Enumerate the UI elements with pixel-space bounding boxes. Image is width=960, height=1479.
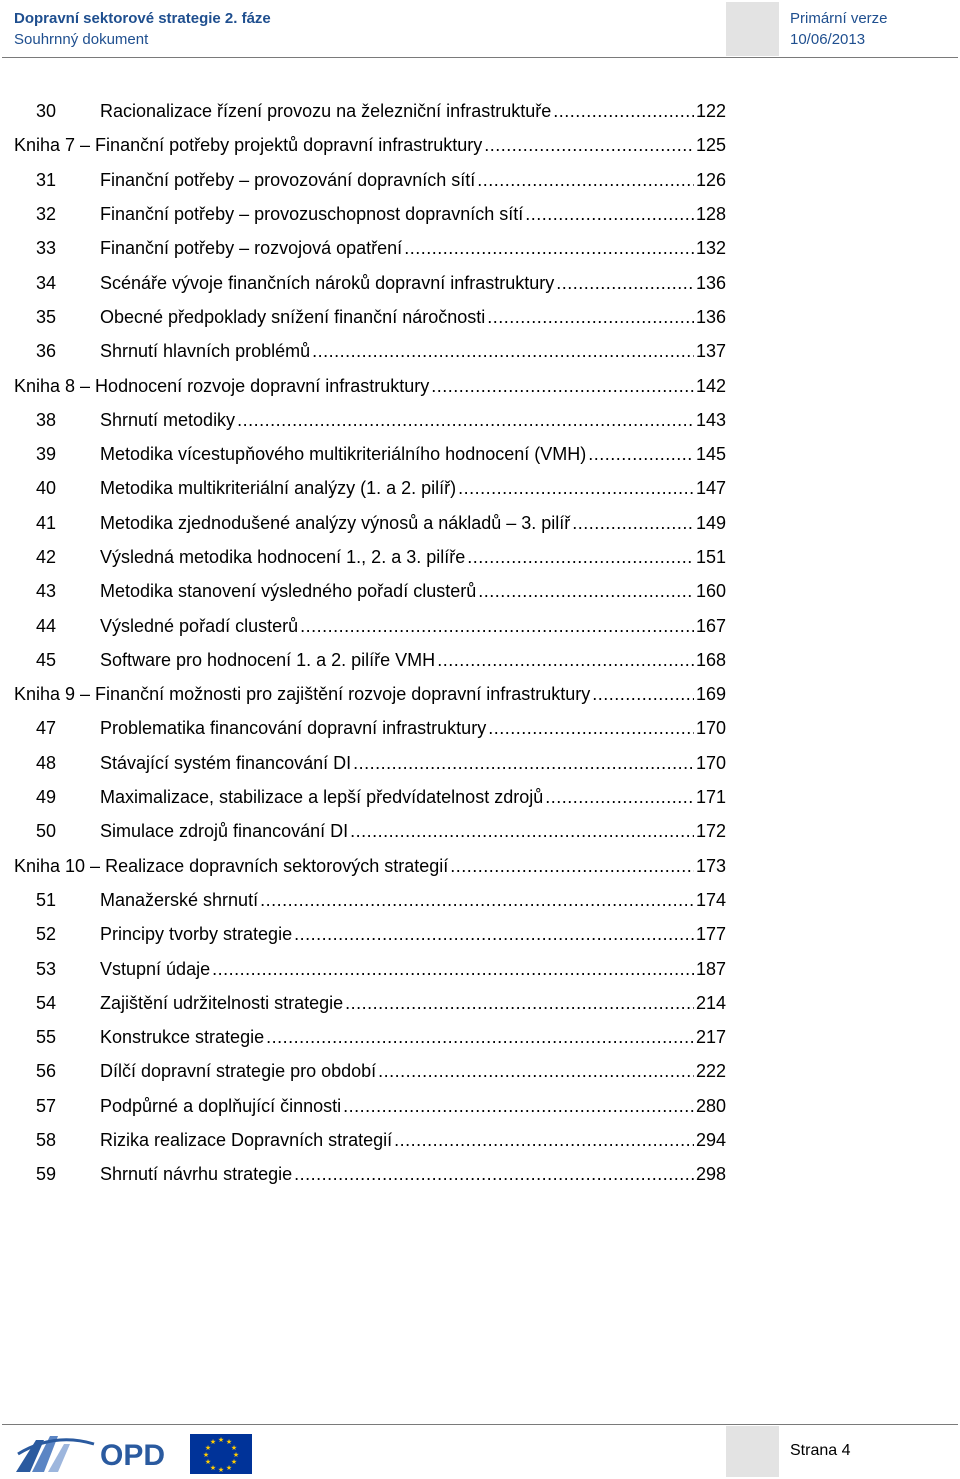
toc-entry-page: 280: [695, 1095, 726, 1116]
toc-entry-page: 151: [695, 547, 726, 567]
toc-entry-page: 171: [695, 787, 726, 808]
svg-text:★: ★: [217, 1466, 225, 1474]
toc-entry-title: Dílčí dopravní strategie pro období: [100, 1061, 377, 1082]
toc-entry-title: Zajištění udržitelnosti strategie: [100, 992, 344, 1013]
toc-dot-leader: [343, 1089, 694, 1123]
toc-entry-number: 51: [36, 889, 57, 910]
svg-text:★: ★: [204, 1444, 212, 1452]
toc-entry-title: Problematika financování dopravní infrastruktury: [100, 718, 487, 739]
toc-dot-leader: [487, 300, 694, 334]
toc-entry[interactable]: [14, 1020, 726, 1054]
toc-entry-title: Výsledné pořadí clusterů: [100, 615, 299, 636]
toc-entry-page: 169: [695, 684, 726, 705]
toc-entry[interactable]: [14, 883, 726, 917]
toc-entry[interactable]: [14, 300, 726, 334]
toc-entry[interactable]: [14, 540, 726, 574]
toc-entry-number: 59: [36, 1164, 57, 1185]
toc-entry-number: 34: [36, 272, 57, 293]
toc-entry-title: Kniha 9 – Finanční možnosti pro zajištění rozvoje dopravní infrastruktury: [14, 684, 591, 705]
toc-entry-number: 39: [36, 444, 57, 465]
toc-entry-number: 35: [36, 306, 57, 327]
toc-dot-leader: [378, 1054, 694, 1088]
toc-entry-page: 170: [695, 752, 726, 773]
toc-entry-number: 54: [36, 992, 57, 1013]
logo-text: OPD: [100, 1439, 166, 1472]
svg-text:★: ★: [217, 1436, 225, 1444]
toc-entry-title: Konstrukce strategie: [100, 1027, 265, 1048]
toc-entry[interactable]: [14, 163, 726, 197]
toc-entry-page: 143: [695, 409, 726, 430]
document-title: Dopravní sektorové strategie 2. fáze: [14, 10, 271, 27]
toc-dot-leader: [525, 197, 694, 231]
toc-entry-title: Metodika stanovení výsledného pořadí clusterů: [100, 581, 477, 602]
toc-entry-number: 32: [36, 204, 57, 225]
document-version: Primární verze: [790, 10, 888, 27]
toc-entry-number: 57: [36, 1095, 57, 1116]
svg-text:★: ★: [225, 1438, 233, 1446]
toc-entry-number: 43: [36, 581, 57, 602]
toc-entry-page: 167: [695, 615, 726, 636]
opd-eu-logo: [14, 1430, 254, 1474]
toc-entry[interactable]: [14, 711, 726, 745]
toc-entry[interactable]: [14, 643, 726, 677]
toc-entry-number: 49: [36, 787, 57, 808]
toc-entry[interactable]: [14, 814, 726, 848]
toc-dot-leader: [404, 231, 694, 265]
toc-entry-title: Obecné předpoklady snížení finanční náročnosti: [100, 306, 486, 327]
toc-dot-leader: [353, 746, 694, 780]
toc-entry[interactable]: [14, 403, 726, 437]
toc-entry-title: Finanční potřeby – rozvojová opatření: [100, 238, 403, 259]
toc-entry-number: 40: [36, 478, 57, 499]
toc-dot-leader: [478, 574, 694, 608]
toc-entry-title: Software pro hodnocení 1. a 2. pilíře VMH: [100, 649, 436, 670]
toc-dot-leader: [294, 917, 694, 951]
toc-entry-page: 168: [695, 649, 726, 670]
toc-entry-title: Metodika zjednodušené analýzy výnosů a nákladů – 3. pilíř: [100, 512, 571, 533]
toc-entry-number: 45: [36, 649, 57, 670]
page-number: Strana 4: [790, 1442, 851, 1459]
toc-book-entry[interactable]: [14, 368, 726, 402]
toc-dot-leader: [458, 471, 694, 505]
toc-entry-page: 160: [695, 581, 726, 602]
toc-entry-number: 48: [36, 752, 57, 773]
toc-entry-page: 174: [695, 889, 726, 910]
toc-entry[interactable]: [14, 986, 726, 1020]
toc-dot-leader: [467, 540, 694, 574]
toc-entry-number: 36: [36, 341, 57, 362]
toc-dot-leader: [484, 128, 694, 162]
toc-entry-title: Metodika multikriteriální analýzy (1. a 2. pilíř): [100, 478, 457, 499]
toc-entry[interactable]: [14, 780, 726, 814]
toc-entry-title: Racionalizace řízení provozu na železniční infrastruktuře: [100, 101, 552, 122]
toc-dot-leader: [212, 952, 694, 986]
header-left: [14, 8, 714, 50]
toc-dot-leader: [588, 437, 694, 471]
toc-entry-page: 177: [695, 924, 726, 945]
toc-entry[interactable]: [14, 334, 726, 368]
toc-entry-title: Shrnutí hlavních problémů: [100, 341, 311, 362]
toc-entry-number: 44: [36, 615, 57, 636]
toc-entry-page: 187: [695, 958, 726, 979]
svg-text:★: ★: [230, 1458, 238, 1466]
toc-dot-leader: [553, 94, 694, 128]
toc-entry-page: 126: [695, 169, 726, 190]
toc-entry-title: Simulace zdrojů financování DI: [100, 821, 349, 842]
header-divider: [2, 57, 958, 58]
toc-entry-title: Shrnutí návrhu strategie: [100, 1164, 293, 1185]
toc-entry-title: Kniha 7 – Finanční potřeby projektů dopravní infrastruktury: [14, 135, 483, 156]
toc-entry-number: 30: [36, 101, 57, 122]
toc-entry-title: Shrnutí metodiky: [100, 409, 236, 430]
toc-dot-leader: [345, 986, 694, 1020]
toc-entry-page: 173: [695, 855, 726, 876]
toc-entry-page: 294: [695, 1130, 726, 1151]
toc-entry[interactable]: [14, 506, 726, 540]
toc-entry-number: 33: [36, 238, 57, 259]
toc-entry[interactable]: [14, 437, 726, 471]
footer-gray-box: [726, 1426, 779, 1477]
toc-entry[interactable]: [14, 197, 726, 231]
svg-text:★: ★: [230, 1444, 238, 1452]
header-gray-box: [726, 2, 779, 56]
toc-entry-title: Finanční potřeby – provozuschopnost dopravních sítí: [100, 204, 524, 225]
toc-book-entry[interactable]: [14, 677, 726, 711]
toc-entry-page: 122: [695, 101, 726, 122]
table-of-contents: [14, 94, 726, 1192]
toc-entry-number: 47: [36, 718, 57, 739]
toc-entry-page: 136: [695, 272, 726, 293]
toc-entry[interactable]: [14, 574, 726, 608]
document-date: 10/06/2013: [790, 31, 866, 48]
toc-dot-leader: [294, 1157, 694, 1191]
toc-entry-page: 214: [695, 992, 726, 1013]
toc-entry-title: Kniha 8 – Hodnocení rozvoje dopravní infrastruktury: [14, 375, 430, 396]
toc-entry-title: Manažerské shrnutí: [100, 889, 259, 910]
toc-entry-page: 298: [695, 1164, 726, 1185]
toc-entry-page: 149: [695, 512, 726, 533]
toc-entry-number: 42: [36, 547, 57, 567]
toc-entry-number: 52: [36, 924, 57, 945]
toc-dot-leader: [266, 1020, 694, 1054]
toc-entry[interactable]: [14, 1054, 726, 1088]
toc-entry[interactable]: [14, 1089, 726, 1123]
toc-entry-page: 132: [695, 238, 726, 259]
toc-entry-number: 31: [36, 169, 57, 190]
svg-text:★: ★: [209, 1438, 217, 1446]
toc-entry[interactable]: [14, 94, 726, 128]
toc-dot-leader: [350, 814, 694, 848]
toc-dot-leader: [556, 266, 694, 300]
toc-entry-number: 41: [36, 512, 57, 533]
toc-entry[interactable]: [14, 471, 726, 505]
toc-entry-title: Kniha 10 – Realizace dopravních sektorových strategií: [14, 855, 449, 876]
toc-entry-title: Rizika realizace Dopravních strategií: [100, 1130, 393, 1151]
svg-text:★: ★: [225, 1464, 233, 1472]
toc-entry-number: 58: [36, 1130, 57, 1151]
toc-entry[interactable]: [14, 231, 726, 265]
toc-entry-title: Maximalizace, stabilizace a lepší předvídatelnost zdrojů: [100, 787, 544, 808]
toc-entry[interactable]: [14, 917, 726, 951]
toc-entry-number: 53: [36, 958, 57, 979]
toc-entry[interactable]: [14, 1123, 726, 1157]
toc-dot-leader: [437, 643, 694, 677]
toc-entry-page: 217: [695, 1027, 726, 1048]
toc-entry-number: 56: [36, 1061, 57, 1082]
toc-entry-page: 125: [695, 135, 726, 156]
svg-text:★: ★: [232, 1451, 240, 1459]
toc-entry-title: Výsledná metodika hodnocení 1., 2. a 3. pilíře: [100, 547, 466, 567]
toc-entry-title: Principy tvorby strategie: [100, 924, 293, 945]
toc-entry-number: 38: [36, 409, 57, 430]
toc-entry-title: Metodika vícestupňového multikriteriálního hodnocení (VMH): [100, 444, 587, 465]
toc-entry-title: Scénáře vývoje finančních nároků dopravní infrastruktury: [100, 272, 555, 293]
toc-entry[interactable]: [14, 265, 726, 299]
toc-dot-leader: [394, 1123, 694, 1157]
toc-entry-page: 222: [695, 1061, 726, 1082]
svg-text:★: ★: [202, 1451, 210, 1459]
toc-dot-leader: [300, 609, 694, 643]
toc-entry-page: 147: [695, 478, 726, 499]
toc-dot-leader: [450, 849, 694, 883]
toc-dot-leader: [237, 403, 694, 437]
toc-entry[interactable]: [14, 608, 726, 642]
toc-entry-title: Stávající systém financování DI: [100, 752, 352, 773]
toc-dot-leader: [592, 677, 694, 711]
toc-entry-number: 50: [36, 821, 57, 842]
toc-entry-title: Finanční potřeby – provozování dopravních sítí: [100, 169, 476, 190]
toc-entry-page: 137: [695, 341, 726, 362]
opd-logo-icon: [14, 1430, 254, 1474]
svg-text:★: ★: [209, 1464, 217, 1472]
header-right: [790, 8, 955, 50]
toc-book-entry[interactable]: [14, 128, 726, 162]
toc-entry-page: 136: [695, 306, 726, 327]
toc-entry-page: 172: [695, 821, 726, 842]
footer-divider: [2, 1424, 958, 1425]
toc-dot-leader: [431, 369, 694, 403]
toc-entry-title: Podpůrné a doplňující činnosti: [100, 1095, 342, 1116]
toc-entry-page: 145: [695, 444, 726, 465]
toc-entry[interactable]: [14, 1157, 726, 1191]
page-header: [0, 0, 960, 58]
toc-dot-leader: [572, 506, 694, 540]
toc-dot-leader: [545, 780, 694, 814]
toc-entry-title: Vstupní údaje: [100, 958, 211, 979]
toc-entry-page: 170: [695, 718, 726, 739]
toc-entry-number: 55: [36, 1027, 57, 1048]
toc-entry[interactable]: [14, 746, 726, 780]
toc-entry-page: 142: [695, 375, 726, 396]
toc-entry[interactable]: [14, 951, 726, 985]
document-subtitle: Souhrnný dokument: [14, 31, 149, 48]
toc-dot-leader: [477, 163, 694, 197]
toc-dot-leader: [312, 334, 694, 368]
toc-book-entry[interactable]: [14, 849, 726, 883]
toc-dot-leader: [488, 711, 694, 745]
svg-text:★: ★: [204, 1458, 212, 1466]
toc-dot-leader: [260, 883, 694, 917]
toc-entry-page: 128: [695, 204, 726, 225]
